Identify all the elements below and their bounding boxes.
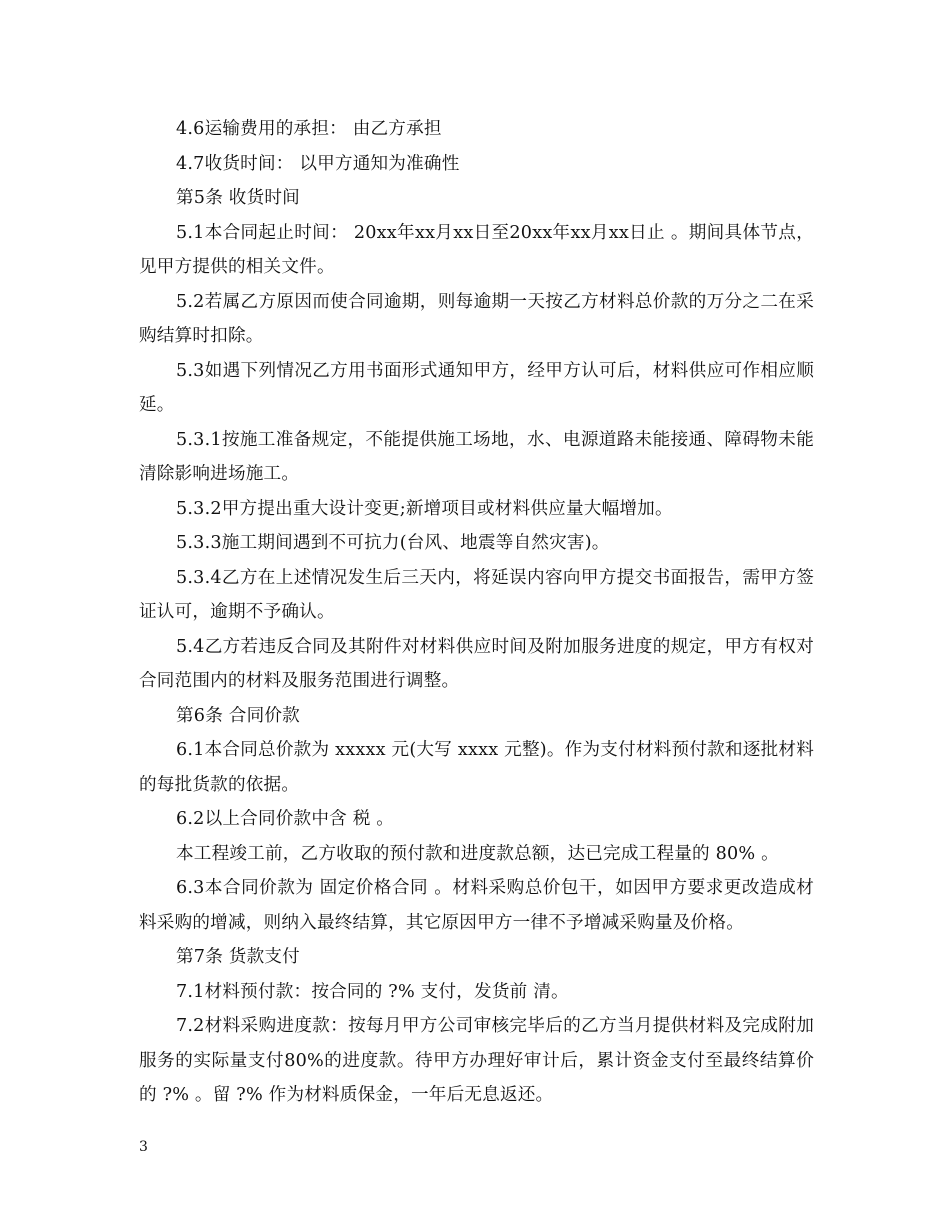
heading-article-5: 第5条 收货时间 <box>176 188 300 208</box>
page-number: 3 <box>139 1139 148 1155</box>
paragraph-6-2: 6.2以上合同价款中含 税 。 <box>176 809 395 829</box>
paragraph-5-4: 5.4乙方若违反合同及其附件对材料供应时间及附加服务进度的规定，甲方有权对合同范围内的材料及服务范围进行调整。 <box>139 636 814 691</box>
paragraph-5-3: 5.3如遇下列情况乙方用书面形式通知甲方，经甲方认可后，材料供应可作相应顺延。 <box>139 360 814 415</box>
paragraph-7-2: 7.2材料采购进度款：按每月甲方公司审核完毕后的乙方当月提供材料及完成附加服务的实际量支付80%的进度款。待甲方办理好审计后，累计资金支付至最终结算价的 ?% 。留 ?% 作为材料质保金，一年后无息返还。 <box>139 1016 814 1105</box>
paragraph-5-1: 5.1本合同起止时间： 20xx年xx月xx日至20xx年xx月xx日止 。期间具体节点，见甲方提供的相关文件。 <box>139 222 814 277</box>
paragraph-6-3: 6.3本合同价款为 固定价格合同 。材料采购总价包干，如因甲方要求更改造成材料采购的增减，则纳入最终结算，其它原因甲方一律不予增减采购量及价格。 <box>139 878 814 933</box>
paragraph-4-7: 4.7收货时间： 以甲方通知为准确性 <box>176 153 460 174</box>
paragraph-6-1: 6.1本合同总价款为 xxxxx 元(大写 xxxx 元整)。作为支付材料预付款和逐批材料的每批货款的依据。 <box>139 740 814 795</box>
document-body <box>139 112 814 1113</box>
heading-article-6: 第6条 合同价款 <box>176 705 300 726</box>
paragraph-5-2: 5.2若属乙方原因而使合同逾期，则每逾期一天按乙方材料总价款的万分之二在采购结算时扣除。 <box>139 291 814 346</box>
paragraph-7-1: 7.1材料预付款：按合同的 ?% 支付，发货前 清。 <box>176 981 569 1002</box>
paragraph-5-3-4: 5.3.4乙方在上述情况发生后三天内，将延误内容向甲方提交书面报告，需甲方签证认可，逾期不予确认。 <box>139 567 814 622</box>
paragraph-5-3-1: 5.3.1按施工准备规定，不能提供施工场地，水、电源道路未能接通、障碍物未能清除影响进场施工。 <box>139 429 814 484</box>
paragraph-5-3-3: 5.3.3施工期间遇到不可抗力(台风、地震等自然灾害)。 <box>176 533 610 553</box>
heading-article-7: 第7条 货款支付 <box>176 947 300 967</box>
paragraph-5-3-2: 5.3.2甲方提出重大设计变更;新增项目或材料供应量大幅增加。 <box>176 498 673 519</box>
paragraph-completion-payment: 本工程竣工前，乙方收取的预付款和进度款总额，达已完成工程量的 80% 。 <box>176 843 779 864</box>
paragraph-4-6: 4.6运输费用的承担： 由乙方承担 <box>176 119 442 139</box>
